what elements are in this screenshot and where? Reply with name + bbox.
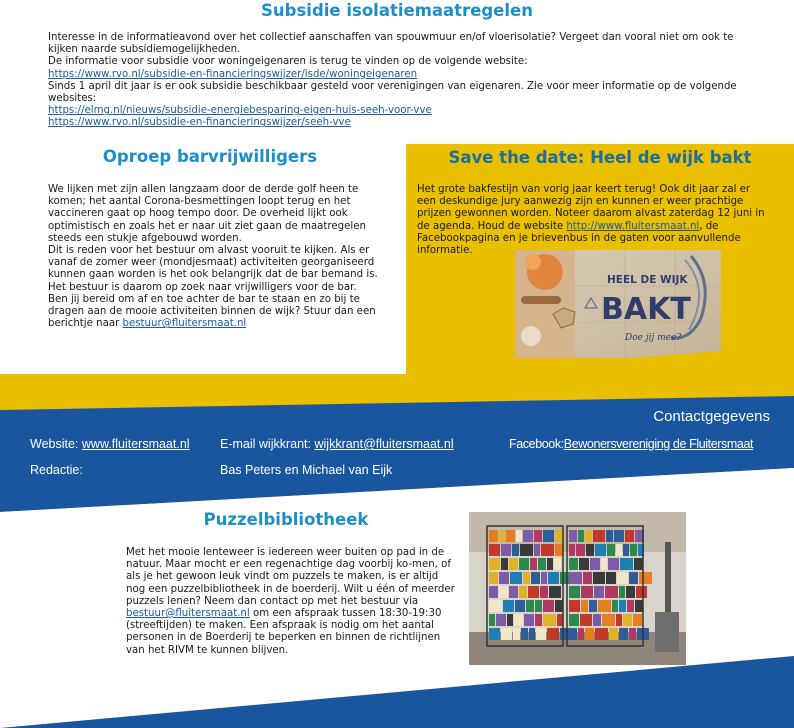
facebook-label: Facebook: [509,437,564,451]
puzzle-box [581,586,593,598]
puzzle-box [626,586,635,598]
puzzle-box [507,614,513,626]
puzzle-box [489,628,500,640]
facebook-link[interactable]: Bewonersvereniging de Fluitersmaat [563,437,754,451]
puzzle-box [614,530,624,542]
subsidie-body [48,32,748,130]
puzzle-box [499,572,509,584]
puzzle-box [639,572,652,584]
puzzle-box [519,558,529,570]
puzzel-body [126,547,456,657]
puzzle-box [534,530,542,542]
puzzle-box [605,586,618,598]
puzzle-box [629,628,636,640]
puzzle-box [601,558,607,570]
contact-email [220,437,454,451]
puzzel-title: Puzzelbibliotheek [203,510,369,529]
puzzle-box [501,628,512,640]
puzzle-box [619,586,625,598]
puzzle-box [516,530,522,542]
rvo-woningeigenaren-link[interactable]: https://www.rvo.nl/subsidie-en-financieringswijzer/isde/woningeigenaren [48,68,418,80]
puzzle-box [509,586,518,598]
puzzle-box [489,530,498,542]
puzzle-box [547,558,553,570]
puzzle-box [623,614,632,626]
puzzle-box [590,558,600,570]
puzzle-box [619,628,628,640]
puzzle-box [489,614,495,626]
bakt-image-line2: BAKT [601,292,691,327]
puzzle-box [595,544,606,556]
puzzle-box [528,586,539,598]
puzzle-box [630,544,637,556]
redactie-label: Redactie: [30,463,83,477]
puzzle-box [617,572,628,584]
bakt-image-line3: Doe jij mee? [625,333,682,343]
contact-title: Contactgegevens [653,408,770,425]
puzzle-box [569,558,578,570]
puzzle-box [606,572,616,584]
puzzle-box [543,600,554,612]
bestuur-email-link[interactable]: bestuur@fluitersmaat.nl [122,318,247,330]
savedate-text: Het grote bakfestijn van vorig jaar keert terug! Ook dit jaar zal er een deskundige jury aanwezig zijn en kunnen er weer prachtige prijzen gewonnen worden. Noteer daarom alvast zaterdag 12 juni in de agenda. Houd de website [417,184,765,232]
subsidie-line: De informatie voor subsidie voor woningeigenaren is terug te vinden op de volgende website: [48,56,528,68]
wijkkrant-email-link[interactable]: wijkkrant@fluitersmaat.nl [314,437,454,451]
puzzle-box [623,544,629,556]
puzzle-box [602,614,615,626]
puzzle-box [510,572,522,584]
puzzle-box [634,558,643,570]
puzzle-box [635,600,643,612]
puzzle-box [581,600,588,612]
puzzle-box [499,586,508,598]
puzzle-box [521,628,528,640]
puzzle-box [593,572,605,584]
puzzle-box [519,586,527,598]
puzzle-box [619,600,626,612]
puzzle-box [526,600,534,612]
puzzle-box [489,558,500,570]
puzzle-box [594,586,604,598]
puzzle-box [489,586,498,598]
subsidie-line: Sinds 1 april dit jaar is er ook subsidie beschikbaar gesteld voor verenigingen van eigenaren. Zie voor meer informatie op de volgende websites: [48,80,737,105]
puzzle-box [569,628,577,640]
puzzle-box [543,614,556,626]
email-label: E-mail wijkkrant: [220,437,311,451]
puzzle-box [534,544,540,556]
puzzle-box [569,600,580,612]
puzzle-box [609,628,618,640]
puzzle-box [523,572,530,584]
puzzle-box [616,544,622,556]
puzzle-box [620,558,633,570]
puzzle-box [589,600,597,612]
puzzle-box [531,572,540,584]
puzzle-box [585,530,592,542]
puzzle-box [595,628,608,640]
puzzle-box [514,614,523,626]
puzzle-box [557,614,563,626]
puzzle-box [538,558,546,570]
puzzle-box [535,600,542,612]
puzzle-box [569,530,577,542]
puzzle-box [513,628,520,640]
puzzle-box [585,628,594,640]
rvo-seeh-vve-link[interactable]: https://www.rvo.nl/subsidie-en-financieringswijzer/seeh-vve [48,117,351,129]
puzzel-bestuur-email-link[interactable]: bestuur@fluitersmaat.nl [126,608,250,620]
puzzle-box [501,558,508,570]
puzzle-box [501,544,511,556]
puzzle-box [569,572,582,584]
puzzle-box [629,572,638,584]
puzzle-box [540,586,548,598]
puzzle-box [512,544,519,556]
puzzle-box [607,544,615,556]
puzzle-box [506,530,515,542]
puzzle-box [598,600,611,612]
puzzle-box [509,558,518,570]
puzzle-box [535,614,542,626]
oproep-body [48,184,398,330]
puzzle-box [520,544,533,556]
puzzle-box [541,544,554,556]
puzzle-box [523,530,533,542]
puzzle-library-photo [469,512,686,665]
puzzle-box [612,600,618,612]
puzzle-box [489,544,500,556]
puzzle-box [625,530,634,542]
website-label: Website: [30,437,79,451]
contact-facebook [509,437,753,451]
puzzle-box [541,572,547,584]
puzzle-box [579,558,589,570]
puzzle-box [554,558,561,570]
puzzle-box [616,614,622,626]
savedate-title: Save the date: Heel de wijk bakt [448,148,752,167]
puzzle-box [606,530,613,542]
puzzle-box [499,530,505,542]
puzzle-box [578,530,584,542]
puzzle-box [547,628,559,640]
website-link[interactable]: www.fluitersmaat.nl [81,437,190,451]
oproep-paragraph: Dit is reden voor het bestuur om alvast vooruit te kijken. Als er vanaf de zomer weer (mondjesmaat) activiteiten georganiseerd kunnen gaan worden is het ook belangrijk dat de bar bemand is. Het bestuur is daarom op zoek naar vrijwilligers voor de bar. [48,245,378,293]
bakt-image-line1: HEEL DE WIJK [607,274,688,286]
puzzle-box [529,628,535,640]
puzzle-box [578,628,584,640]
redactie-names: Bas Peters en Michael van Eijk [220,463,393,477]
puzzle-box [608,558,619,570]
fluitersmaat-website-link[interactable]: http://www.fluitersmaat.nl [566,220,700,232]
puzzle-box [593,614,601,626]
puzzle-box [583,572,592,584]
oproep-title: Oproep barvrijwilligers [102,147,318,166]
subsidie-title: Subsidie isolatiemaatregelen [261,1,533,20]
puzzel-text: Met het mooie lenteweer is iedereen weer buiten op pad in de natuur. Maar mocht er een regenachtige dag voorbij ko-men, of als je het gewoon leuk vindt om puzzels te maken, is er altijd nog een puzzelbibliotheek in de boerderij. Wilt u één of meerder puzzels lenen? Neem dan contact op met het bestuur via [126,547,455,607]
puzzle-box [593,530,605,542]
puzzle-box [555,600,563,612]
elmg-seeh-link[interactable]: https://elmg.nl/nieuws/subsidie-energiebesparing-eigen-huis-seeh-voor-vve [48,105,432,117]
puzzle-box [548,572,559,584]
puzzle-box [524,614,534,626]
oproep-paragraph: Ben jij bereid om af en toe achter de bar te staan en zo bij te dragen aan de mooie activiteiten binnen de wijk? Stuur dan een berichtje naar [48,293,376,330]
puzzle-box [489,572,498,584]
puzzle-box [549,586,561,598]
puzzle-box [580,614,592,626]
oproep-paragraph: We lijken met zijn allen langzaam door de derde golf heen te komen; het aantal Corona-besmettingen loopt terug en het vaccineren gaat op hoog tempo door. De overheid lijkt ook optimistisch en zoals het er naar uit ziet gaan de maatregelen steeds een stukje afgebouwd worden. [48,184,366,244]
puzzle-box [569,544,575,556]
puzzle-box [515,600,525,612]
puzzle-box [536,628,546,640]
puzzle-box [586,544,594,556]
puzzle-box [530,558,537,570]
puzzle-box [569,614,579,626]
puzzle-box [569,586,580,598]
puzzle-box [633,614,642,626]
puzzle-box [496,614,506,626]
puzzle-box [576,544,585,556]
subsidie-line: Interesse in de informatieavond over het collectief aanschaffen van spouwmuur en/of vloerisolatie? Vergeet dan vooral niet om ook te kijken naarde subsidiemogelijkheden. [48,32,734,56]
puzzle-box [489,600,502,612]
puzzle-box [543,530,554,542]
savedate-text: , de Facebookpagina en je brievenbus in de gaten voor aanvullende informatie. [417,220,741,257]
contact-website [30,437,190,451]
puzzle-box [503,600,514,612]
puzzle-box [636,586,647,598]
heel-de-wijk-bakt-image [515,250,721,358]
puzzel-text: om een afspraak tussen 18:30-19:30 (streeftijden) te maken. Een afspraak is nodig om het aantal personen in de Boerderij te beperken en binnen de richtlijnen van het RIVM te kunnen blijven. [126,608,442,656]
puzzle-box [627,600,634,612]
